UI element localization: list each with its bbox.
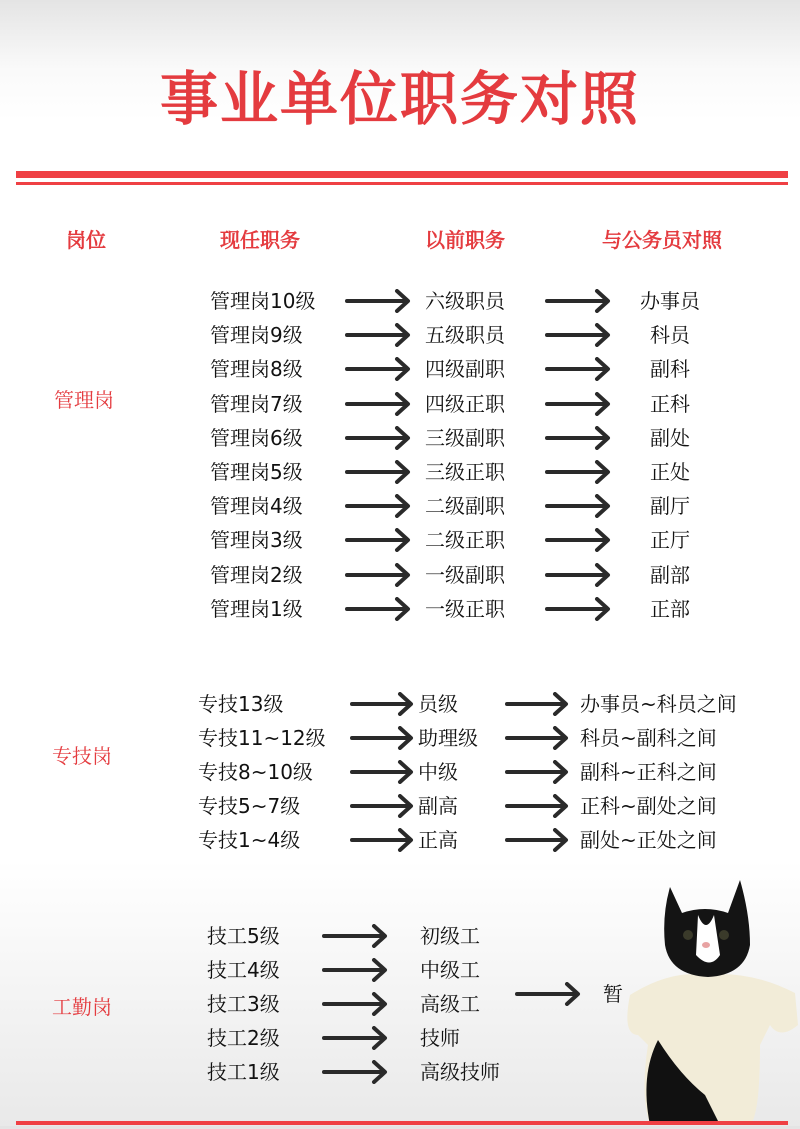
civil-servant-equivalent: 副厅 xyxy=(650,494,690,519)
arrow-right-icon xyxy=(350,760,414,784)
arrow-right-icon xyxy=(515,982,581,1006)
arrow-right-icon xyxy=(345,323,411,347)
arrow-right-icon xyxy=(322,1026,388,1050)
previous-position: 技师 xyxy=(420,1026,460,1050)
arrow-right-icon xyxy=(545,563,611,587)
civil-servant-equivalent: 办事员~科员之间 xyxy=(580,692,737,716)
arrow-right-icon xyxy=(505,794,569,818)
current-position: 管理岗6级 xyxy=(210,425,303,450)
arrow-right-icon xyxy=(345,494,411,518)
previous-position: 一级副职 xyxy=(425,562,505,587)
header-current: 现任职务 xyxy=(220,228,300,252)
previous-position: 四级副职 xyxy=(425,357,505,382)
arrow-right-icon xyxy=(505,726,569,750)
previous-position: 三级正职 xyxy=(425,460,505,484)
arrow-right-icon xyxy=(505,692,569,716)
previous-position: 副高 xyxy=(418,794,458,818)
civil-servant-equivalent: 正科~副处之间 xyxy=(580,794,717,818)
arrow-right-icon xyxy=(545,357,611,381)
previous-position: 助理级 xyxy=(418,726,478,750)
arrow-right-icon xyxy=(545,597,611,621)
previous-position: 一级正职 xyxy=(425,596,505,621)
arrow-right-icon xyxy=(545,392,611,416)
arrow-right-icon xyxy=(350,794,414,818)
current-position: 管理岗4级 xyxy=(210,494,303,519)
header-post: 岗位 xyxy=(66,228,106,252)
current-position: 技工4级 xyxy=(207,958,280,982)
arrow-right-icon xyxy=(545,426,611,450)
arrow-right-icon xyxy=(350,828,414,852)
current-position: 管理岗1级 xyxy=(210,596,303,621)
current-position: 管理岗10级 xyxy=(210,289,316,313)
arrow-right-icon xyxy=(505,828,569,852)
arrow-right-icon xyxy=(505,760,569,784)
arrow-right-icon xyxy=(345,528,411,552)
cat-sticker-image xyxy=(610,875,800,1125)
civil-servant-equivalent: 副部 xyxy=(650,562,690,587)
civil-servant-equivalent: 正科 xyxy=(650,391,690,416)
current-position: 管理岗8级 xyxy=(210,357,303,382)
civil-servant-equivalent: 副处~正处之间 xyxy=(580,828,717,852)
arrow-right-icon xyxy=(322,958,388,982)
previous-position: 高级工 xyxy=(420,992,480,1016)
previous-position: 高级技师 xyxy=(420,1060,500,1084)
current-position: 技工1级 xyxy=(207,1060,280,1084)
current-position: 管理岗5级 xyxy=(210,460,303,484)
previous-position: 中级工 xyxy=(420,958,480,982)
arrow-right-icon xyxy=(545,528,611,552)
previous-position: 三级副职 xyxy=(425,425,505,450)
arrow-right-icon xyxy=(322,992,388,1016)
civil-servant-equivalent: 正部 xyxy=(650,596,690,621)
current-position: 专技5~7级 xyxy=(198,794,301,818)
page-title: 事业单位职务对照 xyxy=(159,65,640,133)
previous-position: 初级工 xyxy=(420,924,480,948)
current-position: 专技8~10级 xyxy=(198,760,313,784)
arrow-right-icon xyxy=(345,357,411,381)
current-position: 专技13级 xyxy=(198,692,284,716)
civil-servant-equivalent: 科员 xyxy=(650,323,690,348)
arrow-right-icon xyxy=(345,460,411,484)
arrow-right-icon xyxy=(322,924,388,948)
current-position: 专技1~4级 xyxy=(198,828,301,852)
current-position: 管理岗9级 xyxy=(210,323,303,348)
current-position: 技工5级 xyxy=(207,924,280,948)
civil-servant-equivalent: 正厅 xyxy=(650,528,690,553)
current-position: 管理岗3级 xyxy=(210,528,303,553)
arrow-right-icon xyxy=(545,289,611,313)
civil-servant-equivalent: 正处 xyxy=(650,460,690,484)
arrow-right-icon xyxy=(345,426,411,450)
current-position: 技工2级 xyxy=(207,1026,280,1050)
divider xyxy=(16,171,788,178)
current-position: 专技11~12级 xyxy=(198,726,326,750)
arrow-right-icon xyxy=(350,692,414,716)
divider xyxy=(16,182,788,185)
civil-servant-equivalent: 副科 xyxy=(650,357,690,382)
arrow-right-icon xyxy=(345,289,411,313)
arrow-right-icon xyxy=(322,1060,388,1084)
civil-servant-equivalent: 暂 xyxy=(603,982,623,1006)
civil-servant-equivalent: 科员~副科之间 xyxy=(580,726,717,750)
arrow-right-icon xyxy=(545,460,611,484)
bottom-divider xyxy=(16,1121,788,1125)
previous-position: 五级职员 xyxy=(425,323,505,348)
civil-servant-equivalent: 副科~正科之间 xyxy=(580,760,717,784)
current-position: 管理岗2级 xyxy=(210,562,303,587)
previous-position: 中级 xyxy=(418,760,458,784)
previous-position: 四级正职 xyxy=(425,391,505,416)
current-position: 管理岗7级 xyxy=(210,391,303,416)
arrow-right-icon xyxy=(345,392,411,416)
arrow-right-icon xyxy=(350,726,414,750)
arrow-right-icon xyxy=(545,494,611,518)
header-civil-servant: 与公务员对照 xyxy=(602,228,722,252)
arrow-right-icon xyxy=(545,323,611,347)
category-technical: 专技岗 xyxy=(52,744,112,768)
civil-servant-equivalent: 办事员 xyxy=(640,289,700,313)
previous-position: 二级副职 xyxy=(425,494,505,519)
arrow-right-icon xyxy=(345,563,411,587)
header-previous: 以前职务 xyxy=(425,228,505,252)
category-worker: 工勤岗 xyxy=(52,995,112,1019)
current-position: 技工3级 xyxy=(207,992,280,1016)
previous-position: 六级职员 xyxy=(425,289,505,313)
arrow-right-icon xyxy=(345,597,411,621)
previous-position: 正高 xyxy=(418,828,458,852)
civil-servant-equivalent: 副处 xyxy=(650,425,690,450)
previous-position: 二级正职 xyxy=(425,528,505,553)
category-management: 管理岗 xyxy=(54,388,114,412)
previous-position: 员级 xyxy=(418,692,458,716)
